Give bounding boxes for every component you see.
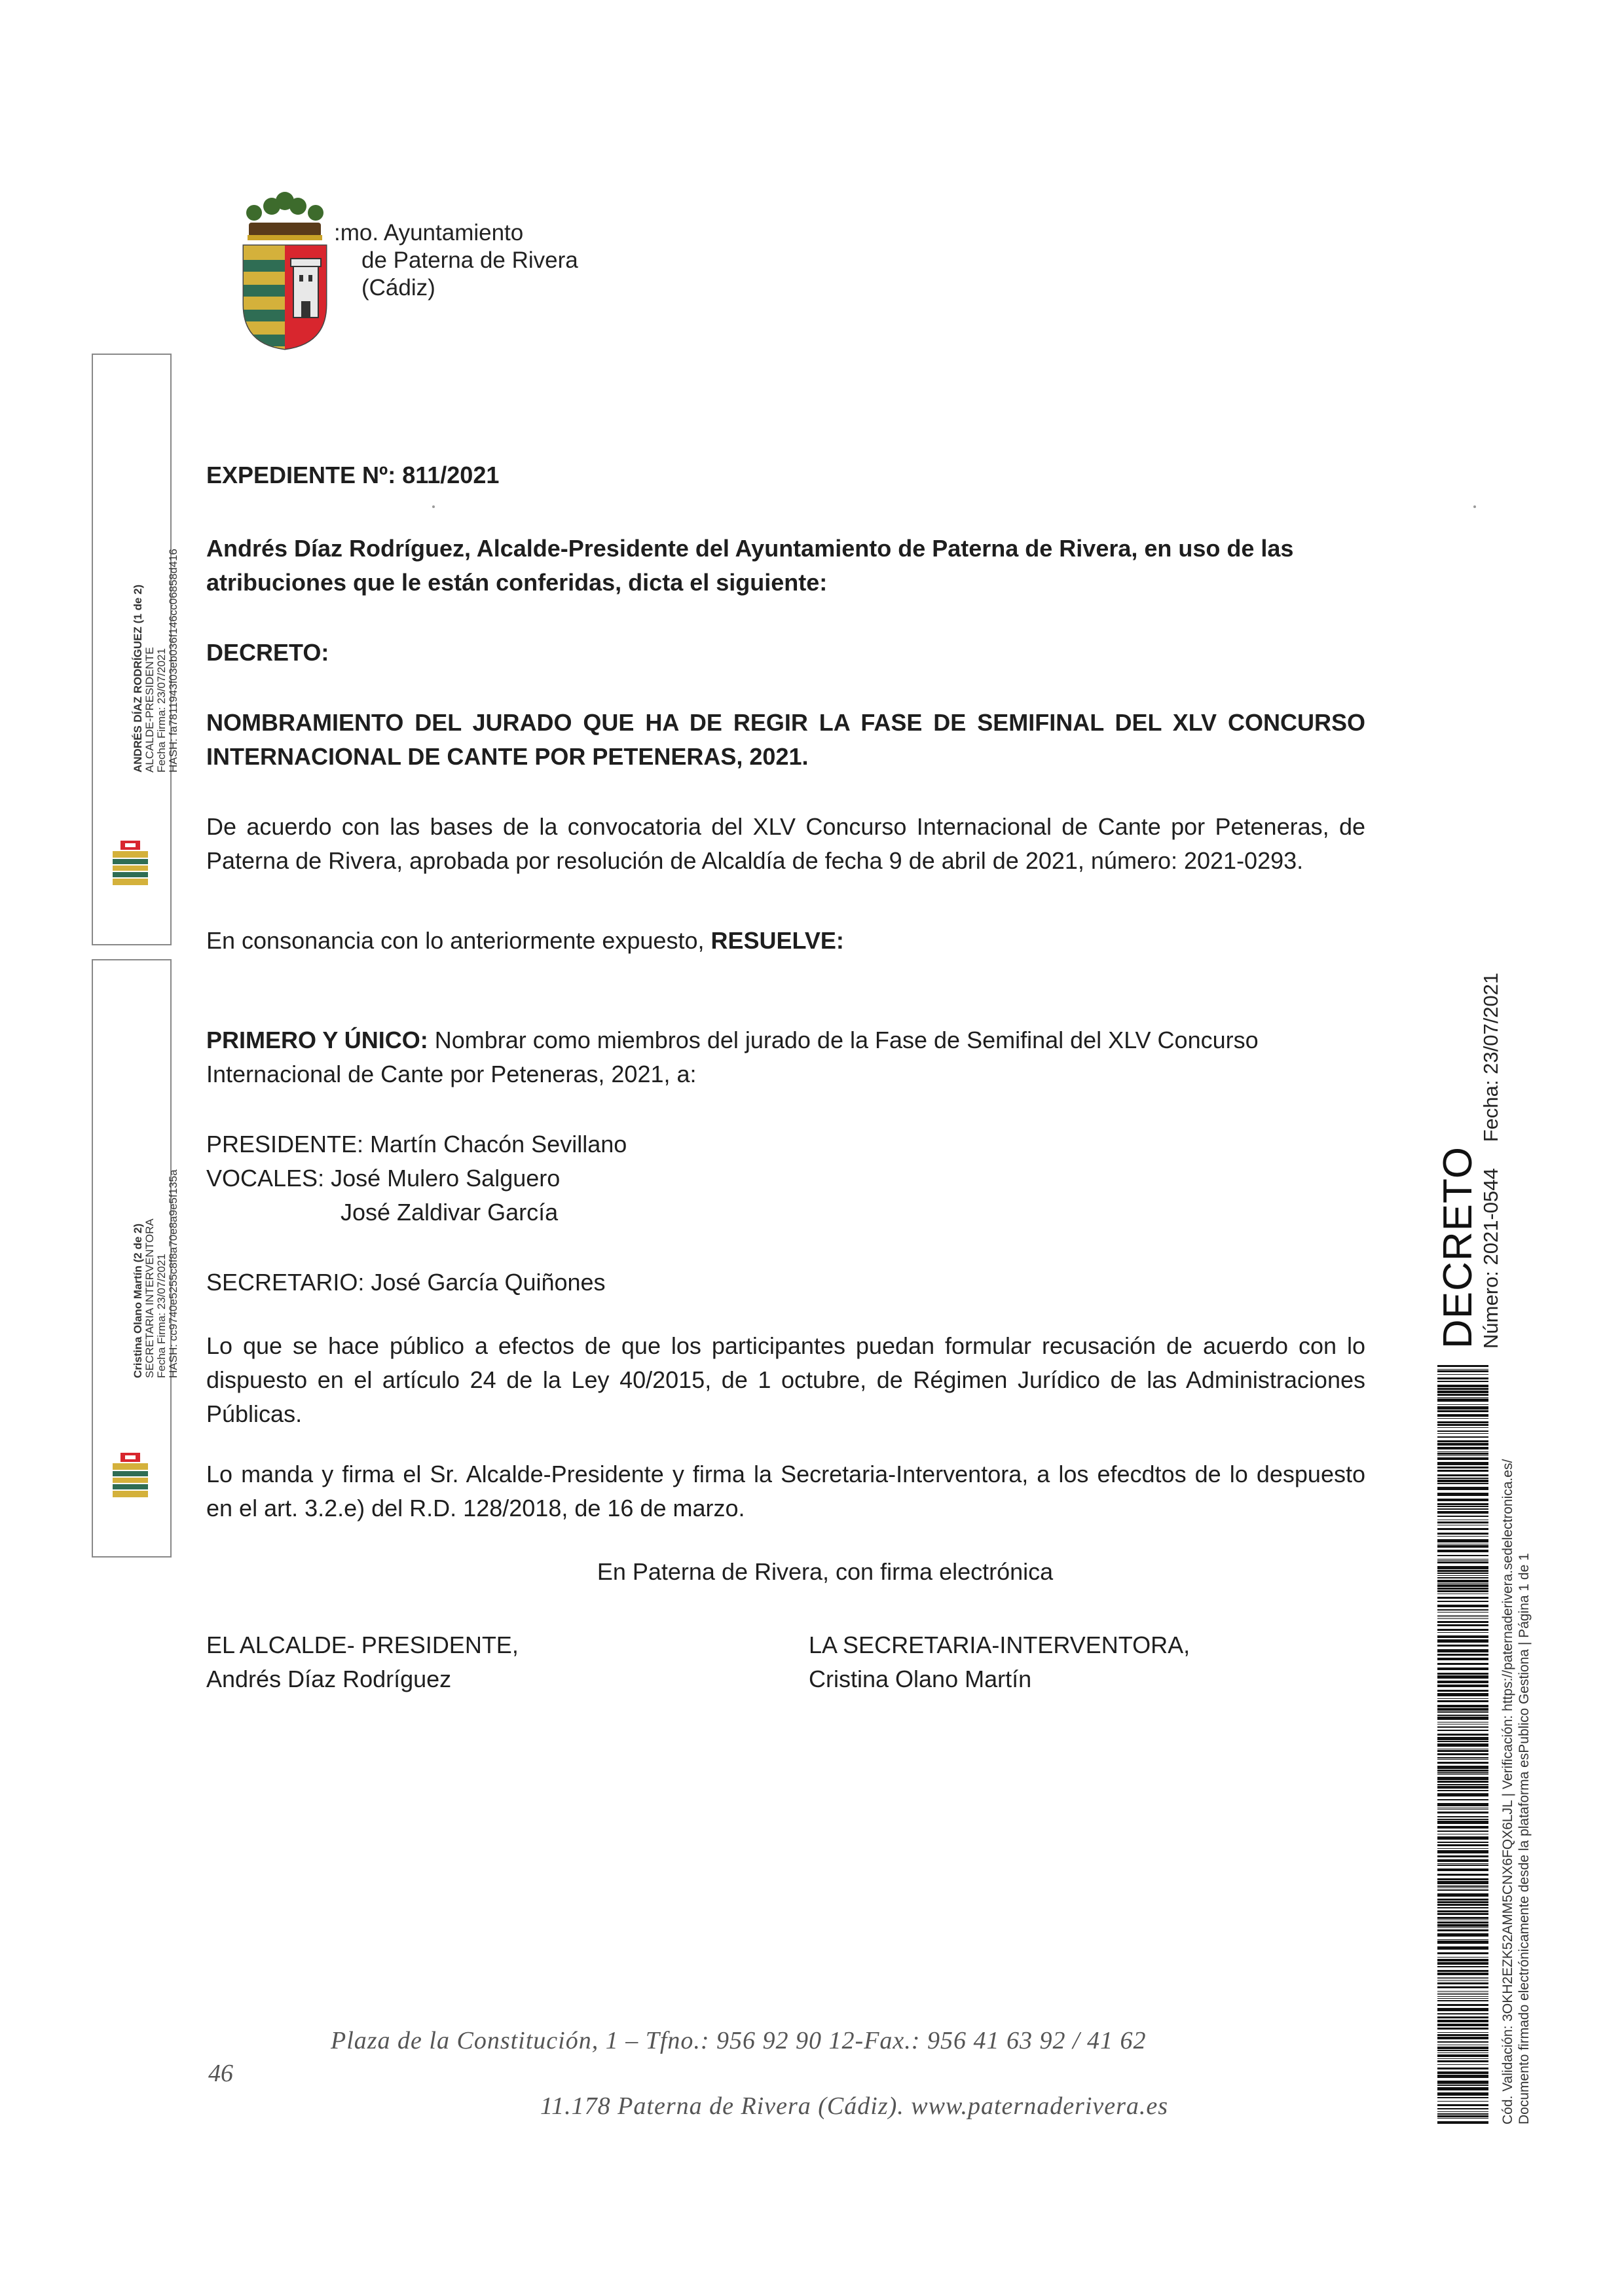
barcode-bar (1437, 2118, 1488, 2119)
barcode-bar (1437, 1993, 1488, 1994)
barcode-bar (1437, 1952, 1488, 1954)
barcode-bar (1437, 2004, 1488, 2006)
validation-barcode (1437, 1365, 1488, 2124)
barcode-bar (1437, 1418, 1488, 1419)
barcode-bar (1437, 1929, 1488, 1931)
barcode-bar (1437, 1675, 1488, 1679)
barcode-bar (1437, 1693, 1488, 1696)
barcode-bar (1437, 1708, 1488, 1711)
barcode-bar (1437, 1621, 1488, 1623)
barcode-bar (1437, 1590, 1488, 1592)
scan-speck (1473, 505, 1476, 508)
barcode-bar (1437, 1966, 1488, 1967)
barcode-bar (1437, 2101, 1488, 2102)
barcode-bar (1437, 2024, 1488, 2026)
barcode-bar (1437, 1369, 1488, 1370)
barcode-bar (1437, 2121, 1488, 2124)
signature-box-alcalde (92, 354, 179, 945)
barcode-bar (1437, 1601, 1488, 1602)
footer-address: Plaza de la Constitución, 1 – Tfno.: 956 92 90 12-Fax.: 956 41 63 92 / 41 62 (331, 2027, 1147, 2054)
barcode-bar (1437, 1907, 1488, 1908)
barcode-bar (1437, 1844, 1488, 1846)
signature-text-secretaria (100, 1059, 179, 1425)
signature-text-alcalde (100, 453, 179, 820)
signature-hash: HASH: cc9740e5255c8f8a70e8a9e5f135a (167, 1169, 179, 1378)
barcode-bar (1437, 1734, 1488, 1736)
barcode-bar (1437, 1658, 1488, 1660)
barcode-bar (1437, 1766, 1488, 1769)
barcode-bar (1437, 1927, 1488, 1928)
barcode-bar (1437, 1826, 1488, 1829)
barcode-bar (1437, 1470, 1488, 1472)
barcode-bar (1437, 2071, 1488, 2074)
barcode-bar (1437, 1575, 1488, 1576)
barcode-bar (1437, 1762, 1488, 1764)
barcode-bar (1437, 1483, 1488, 1484)
barcode-bar (1437, 1941, 1488, 1944)
barcode-bar (1437, 1561, 1488, 1563)
alcalde-signatory (206, 1628, 519, 1696)
barcode-bar (1437, 2115, 1488, 2117)
barcode-bar (1437, 1499, 1488, 1501)
barcode-bar (1437, 1874, 1488, 1876)
barcode-bar (1437, 1539, 1488, 1542)
barcode-bar (1437, 1406, 1488, 1410)
barcode-bar (1437, 1635, 1488, 1638)
barcode-bar (1437, 1819, 1488, 1820)
barcode-bar (1437, 1430, 1488, 1432)
barcode-bar (1437, 1711, 1488, 1713)
barcode-bar (1437, 2016, 1488, 2018)
barcode-bar (1437, 1878, 1488, 1880)
barcode-bar (1437, 1588, 1488, 1590)
barcode-bar (1437, 1455, 1488, 1456)
barcode-bar (1437, 1784, 1488, 1785)
barcode-bar (1437, 1865, 1488, 1866)
barcode-bar (1437, 2113, 1488, 2115)
jury-presidente: PRESIDENTE: Martín Chacón Sevillano (206, 1131, 627, 1157)
barcode-bar (1437, 1924, 1488, 1927)
barcode-bar (1437, 1555, 1488, 1556)
barcode-bar (1437, 1447, 1488, 1449)
barcode-bar (1437, 1799, 1488, 1800)
barcode-bar (1437, 2020, 1488, 2022)
barcode-bar (1437, 2064, 1488, 2065)
lugar-firma: En Paterna de Rivera, con firma electrónica (597, 1558, 1054, 1585)
platform-note: Documento firmado electrónicamente desde la plataforma esPublico Gestiona | Página 1 de 1 (1517, 1553, 1532, 2124)
barcode-bar (1437, 1570, 1488, 1572)
barcode-bar (1437, 1618, 1488, 1619)
signer-role: ALCALDE-PRESIDENTE (143, 647, 156, 773)
jury-vocales-2: José Zaldivar García (341, 1199, 559, 1226)
barcode-bar (1437, 1922, 1488, 1923)
barcode-bar (1437, 1737, 1488, 1740)
barcode-bar (1437, 1781, 1488, 1783)
barcode-bar (1437, 1427, 1488, 1428)
barcode-bar (1437, 1859, 1488, 1862)
barcode-bar (1437, 1528, 1488, 1530)
barcode-bar (1437, 2034, 1488, 2036)
barcode-bar (1437, 1994, 1488, 1995)
crown-icon (246, 192, 323, 240)
barcode-bar (1437, 1809, 1488, 1810)
barcode-bar (1437, 1605, 1488, 1607)
barcode-bar (1437, 1970, 1488, 1972)
barcode-bar (1437, 2047, 1488, 2049)
barcode-bar (1437, 1583, 1488, 1584)
secretaria-name: Cristina Olano Martín (809, 1666, 1032, 1692)
barcode-bar (1437, 2013, 1488, 2014)
barcode-bar (1437, 1391, 1488, 1393)
barcode-bar (1437, 1506, 1488, 1507)
barcode-bar (1437, 2008, 1488, 2011)
barcode-bar (1437, 1462, 1488, 1465)
barcode-bar (1437, 1385, 1488, 1387)
barcode-bar (1437, 1443, 1488, 1446)
barcode-bar (1437, 1370, 1488, 1372)
primero-paragraph (206, 1023, 1365, 1091)
barcode-bar (1437, 1774, 1488, 1775)
barcode-bar (1437, 1803, 1488, 1806)
signer-name: Cristina Olano Martín (2 de 2) (132, 1223, 144, 1378)
barcode-bar (1437, 1790, 1488, 1791)
barcode-bar (1437, 1573, 1488, 1574)
barcode-bar (1437, 1639, 1488, 1643)
manda-paragraph: Lo manda y firma el Sr. Alcalde-Presidente y firma la Secretaria-Interventora, a los efecdtos de lo despuesto en el art. 3.2.e) del R.D. 128/2018, de 16 de marzo. (206, 1461, 1365, 1522)
signature-hash: HASH: fa7811943f03eb036f146cc06858d416 (167, 549, 179, 773)
primero-text: Nombrar como miembros del jurado de la Fase de Semifinal del XLV Concurso Internacional de Cante por Peteneras, 2021, a: (206, 1027, 1259, 1087)
org-line-3: (Cádiz) (361, 275, 435, 301)
barcode-bar (1437, 1812, 1488, 1813)
barcode-bar (1437, 1457, 1488, 1460)
jury-secretario: SECRETARIO: José García Quiñones (206, 1269, 606, 1296)
barcode-bar (1437, 2054, 1488, 2057)
barcode-bar (1437, 2104, 1488, 2106)
barcode-bar (1437, 1717, 1488, 1720)
barcode-bar (1437, 1821, 1488, 1824)
barcode-bar (1437, 1374, 1488, 1375)
barcode-bar (1437, 1681, 1488, 1683)
barcode-bar (1437, 1741, 1488, 1742)
barcode-bar (1437, 2032, 1488, 2033)
barcode-bar (1437, 1440, 1488, 1442)
barcode-bar (1437, 1597, 1488, 1599)
signature-date: Fecha Firma: 23/07/2021 (155, 648, 168, 773)
signer-role: SECRETARIA INTERVENTORA (143, 1218, 156, 1378)
barcode-bar (1437, 1913, 1488, 1915)
barcode-bar (1437, 2097, 1488, 2098)
decree-title: NOMBRAMIENTO DEL JURADO QUE HA DE REGIR LA FASE DE SEMIFINAL DEL XLV CONCURSO INTERNACIONAL DE CANTE POR PETENERAS, 2021. (206, 709, 1365, 770)
barcode-bar (1437, 1421, 1488, 1423)
barcode-bar (1437, 1560, 1488, 1561)
barcode-bar (1437, 2068, 1488, 2069)
barcode-bar (1437, 1863, 1488, 1864)
scan-speck (432, 505, 435, 508)
barcode-bar (1437, 1700, 1488, 1702)
barcode-bar (1437, 1977, 1488, 1978)
barcode-bar (1437, 1986, 1488, 1988)
barcode-bar (1437, 2058, 1488, 2059)
barcode-bar (1437, 2085, 1488, 2086)
barcode-bar (1437, 1388, 1488, 1390)
barcode-bar (1437, 1957, 1488, 1958)
barcode-bar (1437, 1855, 1488, 1857)
barcode-bar (1437, 2050, 1488, 2051)
alcalde-name: Andrés Díaz Rodríguez (206, 1666, 452, 1692)
secretaria-title: LA SECRETARIA-INTERVENTORA, (809, 1631, 1190, 1658)
barcode-bar (1437, 1831, 1488, 1832)
barcode-bar (1437, 1550, 1488, 1552)
mini-coat-of-arms-icon (107, 839, 153, 888)
barcode-bar (1437, 1414, 1488, 1417)
barcode-bar (1437, 1467, 1488, 1468)
barcode-bar (1437, 1516, 1488, 1517)
barcode-bar (1437, 1493, 1488, 1496)
barcode-bar (1437, 1901, 1488, 1903)
stamp-fecha: Fecha: 23/07/2021 (1479, 972, 1502, 1142)
barcode-bar (1437, 2028, 1488, 2030)
barcode-bar (1437, 1584, 1488, 1587)
barcode-bar (1437, 1424, 1488, 1426)
barcode-bar (1437, 1816, 1488, 1817)
barcode-bar (1437, 1533, 1488, 1535)
signatories (206, 1628, 1365, 1696)
org-line-2: de Paterna de Rivera (361, 247, 578, 273)
barcode-bar (1437, 1624, 1488, 1626)
barcode-bar (1437, 1612, 1488, 1613)
barcode-bar (1437, 1394, 1488, 1396)
barcode-bar (1437, 1978, 1488, 1979)
barcode-bar (1437, 1690, 1488, 1692)
barcode-bar (1437, 1836, 1488, 1840)
barcode-bar (1437, 1410, 1488, 1412)
barcode-bar (1437, 2000, 1488, 2001)
barcode-bar (1437, 1777, 1488, 1780)
barcode-bar (1437, 2087, 1488, 2090)
barcode-bar (1437, 1436, 1488, 1438)
barcode-bar (1437, 1980, 1488, 1981)
barcode-bar (1437, 1991, 1488, 1992)
footer-city-web: 11.178 Paterna de Rivera (Cádiz). www.paternaderivera.es (540, 2092, 1169, 2120)
barcode-bar (1437, 1842, 1488, 1843)
barcode-bar (1437, 2111, 1488, 2112)
consonancia-text: En consonancia con lo anteriormente expuesto, (206, 927, 711, 954)
barcode-bar (1437, 1917, 1488, 1919)
municipal-coat-of-arms (236, 187, 334, 350)
barcode-bar (1437, 1998, 1488, 1999)
jury-vocales-1: VOCALES: José Mulero Salguero (206, 1165, 561, 1192)
barcode-bar (1437, 1962, 1488, 1965)
barcode-bar (1437, 1649, 1488, 1652)
barcode-bar (1437, 1487, 1488, 1490)
consonancia-paragraph (206, 924, 1365, 958)
barcode-bar (1437, 2108, 1488, 2109)
signature-date: Fecha Firma: 23/07/2021 (155, 1254, 168, 1378)
barcode-bar (1437, 1365, 1488, 1367)
barcode-bar (1437, 2041, 1488, 2043)
barcode-bar (1437, 1893, 1488, 1897)
tower-icon (291, 259, 321, 318)
barcode-bar (1437, 1433, 1488, 1434)
barcode-bar (1437, 1910, 1488, 1912)
barcode-bar (1437, 1770, 1488, 1772)
barcode-bar (1437, 1996, 1488, 1997)
barcode-bar (1437, 1848, 1488, 1849)
barcode-bar (1437, 1609, 1488, 1611)
mini-coat-of-arms-icon (107, 1451, 153, 1500)
barcode-bar (1437, 1629, 1488, 1631)
barcode-bar (1437, 1726, 1488, 1728)
signer-name: ANDRÉS DÍAZ RODRÍGUEZ (1 de 2) (132, 584, 144, 773)
validation-text (1500, 1365, 1539, 2124)
barcode-bar (1437, 1685, 1488, 1687)
barcode-bar (1437, 1453, 1488, 1455)
barcode-bar (1437, 1730, 1488, 1731)
barcode-bar (1437, 1536, 1488, 1537)
barcode-bar (1437, 1545, 1488, 1548)
barcode-bar (1437, 1645, 1488, 1647)
barcode-bar (1437, 1933, 1488, 1937)
organization-name (334, 219, 578, 302)
barcode-bar (1437, 1759, 1488, 1760)
signature-box-secretaria (92, 959, 179, 1558)
barcode-bar (1437, 1887, 1488, 1888)
barcode-bar (1437, 2081, 1488, 2084)
barcode-bar (1437, 1793, 1488, 1796)
barcode-bar (1437, 1474, 1488, 1476)
secretaria-signatory (809, 1628, 1215, 1696)
barcode-bar (1437, 1654, 1488, 1656)
barcode-bar (1437, 1615, 1488, 1616)
barcode-bar (1437, 1757, 1488, 1758)
barcode-bar (1437, 1889, 1488, 1891)
barcode-bar (1437, 1786, 1488, 1789)
barcode-bar (1437, 1508, 1488, 1510)
barcode-bar (1437, 1478, 1488, 1479)
barcode-bar (1437, 1698, 1488, 1699)
barcode-bar (1437, 1398, 1488, 1402)
barcode-bar (1437, 1705, 1488, 1707)
page-number: 46 (208, 2060, 233, 2087)
publico-paragraph: Lo que se hace público a efectos de que los participantes puedan formular recusación de acuerdo con lo dispuesto en el artículo 24 de la Ley 40/2015, de 1 octubre, de Régimen Jurídico de las Administraciones Públicas. (206, 1332, 1365, 1427)
barcode-bar (1437, 1397, 1488, 1398)
barcode-bar (1437, 1381, 1488, 1382)
resuelve-label: RESUELVE: (710, 927, 844, 954)
barcode-bar (1437, 1959, 1488, 1961)
bases-paragraph: De acuerdo con las bases de la convocatoria del XLV Concurso Internacional de Cante por Peteneras, de Paterna de Rivera, aprobada por resolución de Alcaldía de fecha 9 de abril de 2021, número: 2021-0293. (206, 813, 1365, 874)
stamp-numero: Número: 2021-0544 (1479, 1168, 1502, 1349)
barcode-bar (1437, 1743, 1488, 1747)
barcode-bar (1437, 1982, 1488, 1984)
barcode-bar (1437, 1503, 1488, 1505)
barcode-bar (1437, 1580, 1488, 1582)
barcode-bar (1437, 1451, 1488, 1452)
barcode-bar (1437, 1772, 1488, 1774)
barcode-bar (1437, 1939, 1488, 1940)
barcode-bar (1437, 1522, 1488, 1523)
decree-stamp (1437, 917, 1536, 1349)
barcode-bar (1437, 1715, 1488, 1716)
barcode-bar (1437, 1632, 1488, 1633)
barcode-bar (1437, 1616, 1488, 1617)
barcode-bar (1437, 1904, 1488, 1906)
barcode-bar (1437, 1511, 1488, 1514)
decree-body (206, 458, 1365, 1696)
barcode-bar (1437, 1881, 1488, 1884)
decreto-label: DECRETO: (206, 639, 329, 666)
barcode-bar (1437, 1850, 1488, 1853)
barcode-bar (1437, 1663, 1488, 1665)
barcode-bar (1437, 2092, 1488, 2096)
barcode-bar (1437, 2060, 1488, 2062)
stamp-meta (1479, 917, 1503, 1349)
barcode-bar (1437, 1667, 1488, 1670)
barcode-bar (1437, 2037, 1488, 2039)
barcode-bar (1437, 1480, 1488, 1482)
stamp-word: DECRETO (1435, 1146, 1481, 1349)
barcode-bar (1437, 1753, 1488, 1755)
barcode-bar (1437, 2052, 1488, 2053)
barcode-bar (1437, 1868, 1488, 1871)
primero-label: PRIMERO Y ÚNICO: (206, 1027, 428, 1053)
barcode-bar (1437, 1577, 1488, 1578)
barcode-bar (1437, 1946, 1488, 1950)
barcode-bar (1437, 1566, 1488, 1569)
org-line-1: :mo. Ayuntamiento (334, 220, 524, 246)
barcode-bar (1437, 1377, 1488, 1379)
alcalde-title: EL ALCALDE- PRESIDENTE, (206, 1631, 519, 1658)
barcode-bar (1437, 1750, 1488, 1752)
barcode-bar (1437, 1899, 1488, 1901)
intro-paragraph: Andrés Díaz Rodríguez, Alcalde-Presidente del Ayuntamiento de Paterna de Rivera, en uso de las atribuciones que le están conferidas, dicta el siguiente: (206, 535, 1294, 596)
barcode-bar (1437, 1673, 1488, 1675)
expediente-number: EXPEDIENTE Nº: 811/2021 (206, 462, 500, 488)
barcode-bar (1437, 2075, 1488, 2078)
barcode-bar (1437, 1886, 1488, 1887)
barcode-bar (1437, 1973, 1488, 1975)
barcode-bar (1437, 1404, 1488, 1405)
validation-code: Cód. Validación: 3OKH2EZK52AMM5CNX6FQX6LJL | Verificación: https://paternaderivera.sedelectronica.es/ (1500, 1459, 1515, 2124)
